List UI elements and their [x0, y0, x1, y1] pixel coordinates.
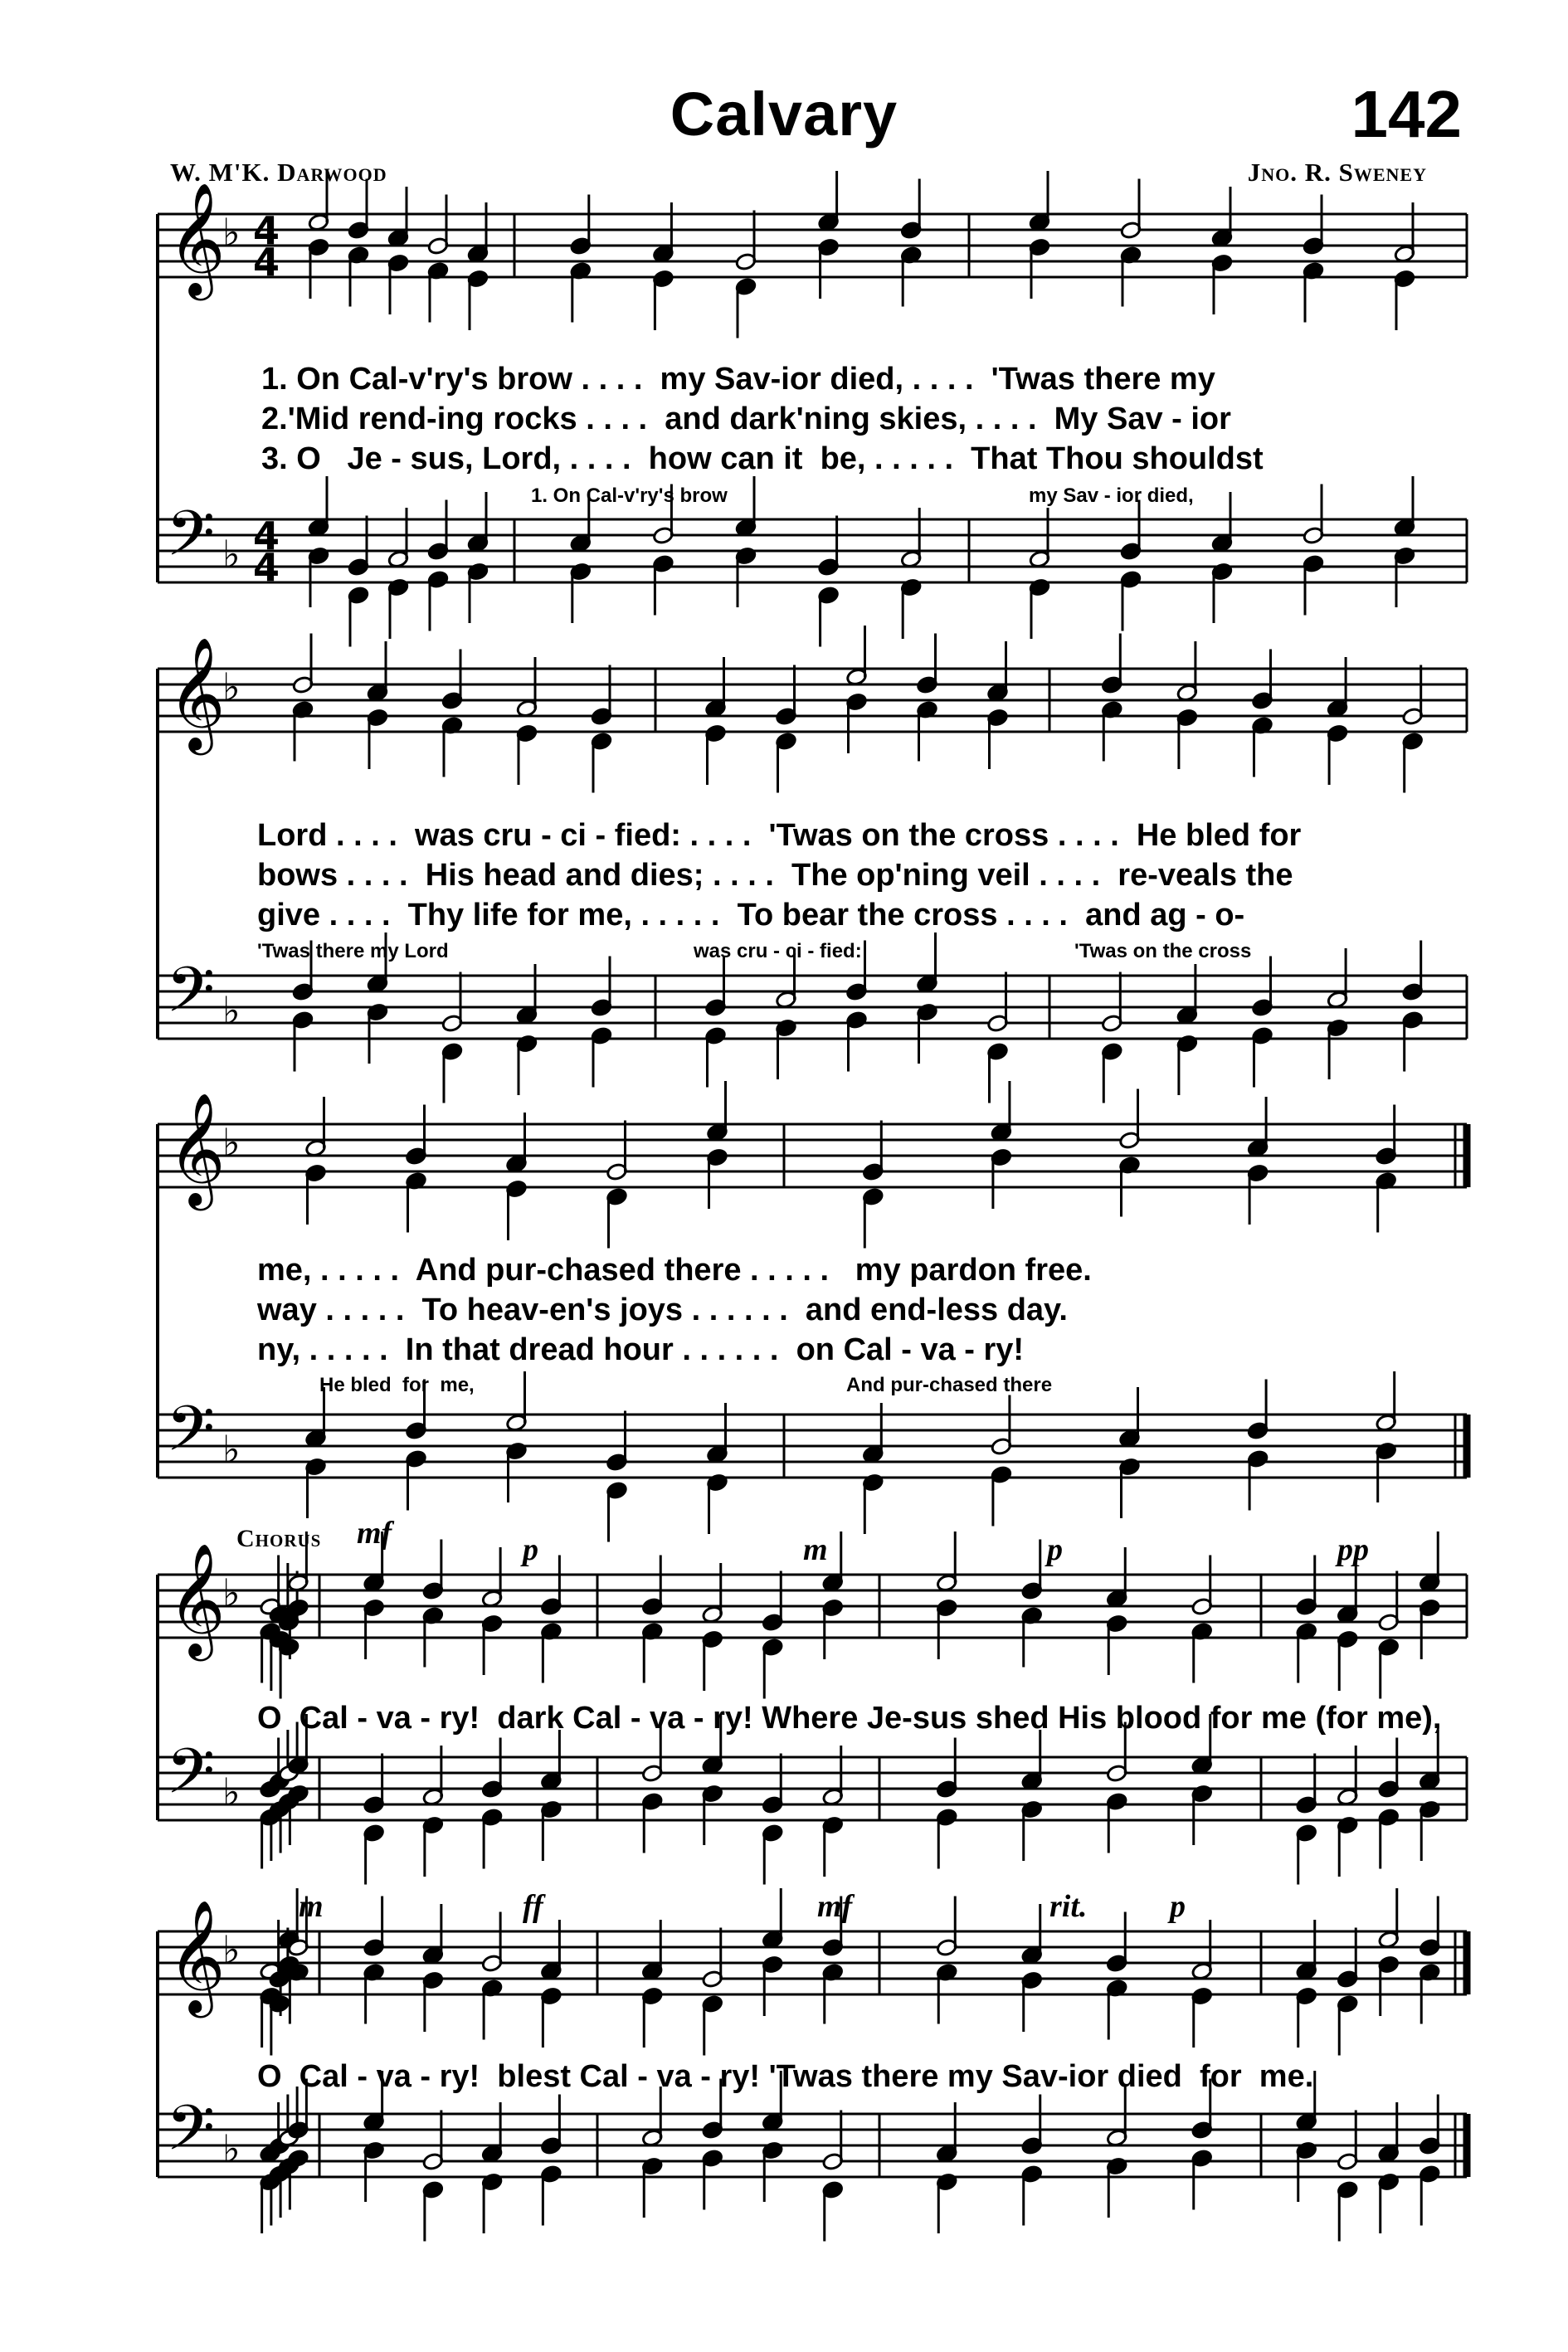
svg-text:𝄢: 𝄢: [166, 497, 216, 586]
dynamic-m-2: m: [299, 1889, 324, 1924]
dynamic-p: p: [523, 1532, 538, 1567]
dynamic-rit: rit.: [1049, 1889, 1088, 1924]
dynamic-m: m: [803, 1532, 828, 1567]
hymn-title: Calvary: [670, 80, 898, 149]
system2-verse1: Lord . . . . was cru - ci - fied: . . . . 'Twas on the cross . . . . He bled for: [257, 818, 1302, 853]
svg-text:♭: ♭: [222, 210, 241, 255]
svg-text:4: 4: [253, 514, 280, 558]
system1-cue2: my Sav - ior died,: [1029, 485, 1194, 507]
svg-text:𝄞: 𝄞: [168, 181, 226, 295]
dynamic-pp: pp: [1337, 1532, 1369, 1567]
hymn-number: 142: [1351, 77, 1462, 151]
svg-text:♭: ♭: [222, 988, 241, 1033]
svg-text:♭: ♭: [222, 1427, 241, 1472]
svg-text:𝄢: 𝄢: [166, 2091, 216, 2180]
dynamic-p-2: p: [1047, 1532, 1063, 1567]
composer-credit: Jno. R. Sweney: [1247, 158, 1427, 187]
svg-text:♭: ♭: [222, 1570, 241, 1615]
svg-text:♭: ♭: [222, 2126, 241, 2171]
system2-cue2: was cru - ci - fied:: [694, 940, 862, 962]
svg-text:𝄢: 𝄢: [166, 1735, 216, 1824]
system2-verse3: give . . . . Thy life for me, . . . . . To bear the cross . . . . and ag - o-: [257, 898, 1245, 933]
system2-cue3: 'Twas on the cross: [1074, 940, 1252, 962]
svg-text:𝄢: 𝄢: [166, 953, 216, 1042]
chorus-line1: O Cal - va - ry! dark Cal - va - ry! Where Je-sus shed His blood for me (for me),: [257, 1701, 1442, 1736]
system1-verse1: 1. On Cal-v'ry's brow . . . . my Sav-ior died, . . . . 'Twas there my: [261, 362, 1215, 397]
system2-cue1: 'Twas there my Lord: [257, 940, 449, 962]
system3-verse1: me, . . . . . And pur-chased there . . . . . my pardon free.: [257, 1253, 1092, 1288]
svg-text:♭: ♭: [222, 1770, 241, 1814]
svg-text:𝄢: 𝄢: [166, 1392, 216, 1481]
svg-text:𝄞: 𝄞: [168, 635, 226, 750]
dynamic-ff: ff: [523, 1889, 543, 1924]
chorus-label: Chorus: [236, 1525, 322, 1552]
system3-verse3: ny, . . . . . In that dread hour . . . . . . on Cal - va - ry!: [257, 1332, 1025, 1367]
svg-text:4: 4: [253, 240, 280, 285]
chorus-line2: O Cal - va - ry! blest Cal - va - ry! 'Twas there my Sav-ior died for me.: [257, 2059, 1314, 2094]
svg-text:𝄞: 𝄞: [168, 1091, 226, 1205]
svg-text:4: 4: [253, 208, 280, 253]
svg-text:𝄞: 𝄞: [168, 1541, 226, 1656]
system3-cue1: He bled for me,: [319, 1374, 475, 1396]
svg-text:♭: ♭: [222, 532, 241, 577]
system3-cue2: And pur-chased there: [846, 1374, 1053, 1396]
dynamic-mf-2: mf: [817, 1889, 853, 1924]
svg-text:♭: ♭: [222, 1120, 241, 1165]
svg-text:𝄞: 𝄞: [168, 1898, 226, 2013]
svg-text:♭: ♭: [222, 665, 241, 709]
system1-verse2: 2.'Mid rend-ing rocks . . . . and dark'ning skies, . . . . My Sav - ior: [261, 402, 1231, 436]
svg-text:4: 4: [253, 545, 280, 590]
lyricist-credit: W. M'K. Darwood: [170, 158, 387, 187]
system1-cue1: 1. On Cal-v'ry's brow: [531, 485, 728, 507]
system3-verse2: way . . . . . To heav-en's joys . . . . . . and end-less day.: [257, 1293, 1068, 1327]
svg-text:♭: ♭: [222, 1927, 241, 1972]
dynamic-p-3: p: [1170, 1889, 1186, 1924]
system1-verse3: 3. O Je - sus, Lord, . . . . how can it be, . . . . . That Thou shouldst: [261, 441, 1264, 476]
system2-verse2: bows . . . . His head and dies; . . . . The op'ning veil . . . . re-veals the: [257, 858, 1293, 893]
dynamic-mf: mf: [357, 1516, 392, 1551]
